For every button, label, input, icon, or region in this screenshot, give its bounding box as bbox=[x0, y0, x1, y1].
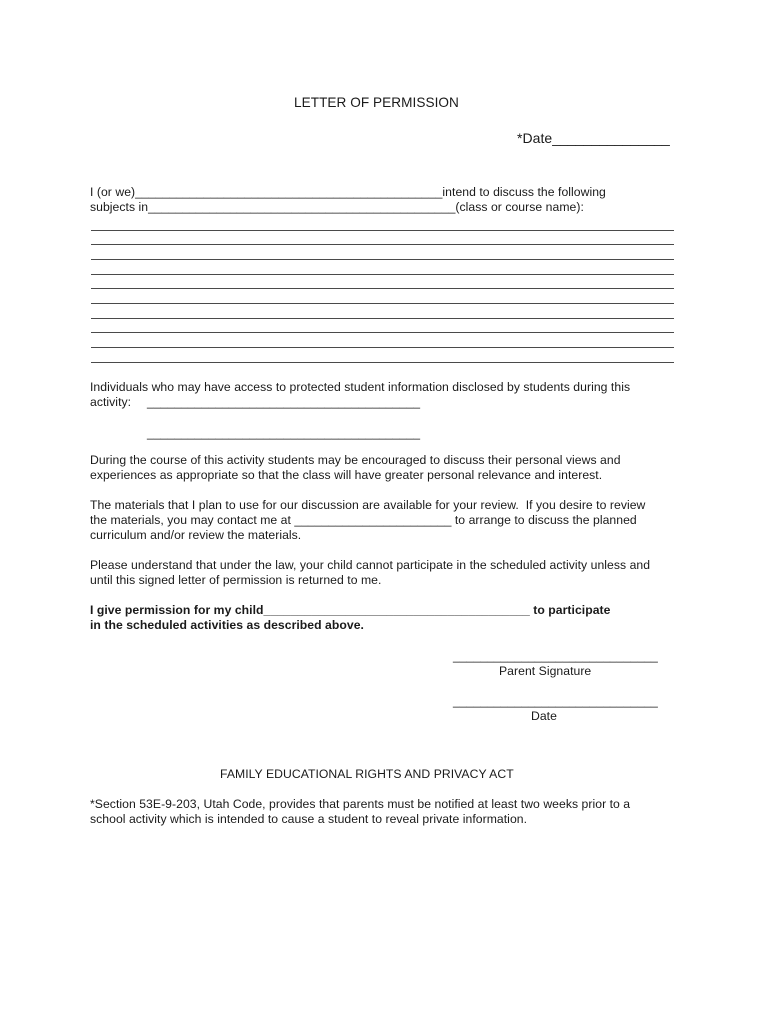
subjects-writing-line[interactable] bbox=[91, 274, 674, 275]
ferpa-note-line-1: *Section 53E-9-203, Utah Code, provides that parents must be notified at least two weeks prior to a bbox=[90, 797, 631, 811]
paragraph-3-line-2: until this signed letter of permission is returned to me. bbox=[90, 573, 382, 587]
subjects-blank[interactable]: _____________________________________________ bbox=[148, 200, 456, 214]
child-name-blank[interactable]: _______________________________________ bbox=[263, 603, 530, 617]
permission-line-2: in the scheduled activities as described above. bbox=[90, 618, 364, 632]
contact-suffix: to arrange to discuss the planned bbox=[451, 513, 637, 527]
individuals-text: Individuals who may have access to protected student information disclosed by students during this bbox=[90, 380, 631, 394]
intro-subjects-suffix: (class or course name): bbox=[455, 200, 584, 214]
subjects-writing-line[interactable] bbox=[91, 259, 674, 260]
intro-line-1 bbox=[90, 185, 606, 200]
subjects-writing-line[interactable] bbox=[91, 244, 674, 245]
contact-prefix: the materials, you may contact me at bbox=[90, 513, 295, 527]
date-blank[interactable]: _______________ bbox=[552, 130, 670, 146]
subjects-writing-line[interactable] bbox=[91, 347, 674, 348]
subjects-writing-line[interactable] bbox=[91, 318, 674, 319]
subjects-writing-line[interactable] bbox=[91, 362, 674, 363]
parent-signature-blank[interactable]: ______________________________ bbox=[453, 649, 658, 663]
permission-prefix: I give permission for my child bbox=[90, 603, 264, 617]
intro-subjects-prefix: subjects in bbox=[90, 200, 149, 214]
subjects-writing-line[interactable] bbox=[91, 303, 674, 304]
permission-line-1 bbox=[90, 603, 611, 618]
intro-name-suffix: intend to discuss the following bbox=[442, 185, 606, 199]
activity-label: activity: bbox=[90, 395, 132, 409]
intro-line-2 bbox=[90, 200, 584, 215]
individuals-blank-1[interactable]: ________________________________________ bbox=[147, 395, 421, 409]
paragraph-1-line-1: During the course of this activity students may be encouraged to discuss their personal views and bbox=[90, 453, 621, 467]
subjects-writing-line[interactable] bbox=[91, 288, 674, 289]
signature-date-label: Date bbox=[531, 709, 557, 723]
paragraph-1-line-2: experiences as appropriate so that the class will have greater personal relevance and interest. bbox=[90, 468, 603, 482]
ferpa-heading: FAMILY EDUCATIONAL RIGHTS AND PRIVACY ACT bbox=[220, 767, 514, 781]
subjects-writing-line[interactable] bbox=[91, 332, 674, 333]
parent-signature-label: Parent Signature bbox=[499, 664, 592, 678]
paragraph-2-line-3: curriculum and/or review the materials. bbox=[90, 528, 302, 542]
paragraph-2-line-2 bbox=[90, 513, 637, 528]
date-label: *Date bbox=[517, 130, 553, 146]
permission-suffix: to participate bbox=[529, 603, 611, 617]
individuals-blank-2[interactable]: ________________________________________ bbox=[147, 426, 421, 440]
subjects-writing-line[interactable] bbox=[91, 230, 674, 231]
paragraph-2-line-1: The materials that I plan to use for our discussion are available for your review. If you desire to review bbox=[90, 498, 646, 512]
date-field[interactable] bbox=[517, 131, 670, 146]
contact-blank[interactable]: _______________________ bbox=[294, 513, 452, 527]
name-blank[interactable]: _____________________________________________ bbox=[135, 185, 443, 199]
letter-title: LETTER OF PERMISSION bbox=[294, 95, 459, 110]
paragraph-3-line-1: Please understand that under the law, your child cannot participate in the scheduled activity unless and bbox=[90, 558, 651, 572]
intro-name-prefix: I (or we) bbox=[90, 185, 136, 199]
ferpa-note-line-2: school activity which is intended to cause a student to reveal private information. bbox=[90, 812, 528, 826]
signature-date-blank[interactable]: ______________________________ bbox=[453, 694, 658, 708]
